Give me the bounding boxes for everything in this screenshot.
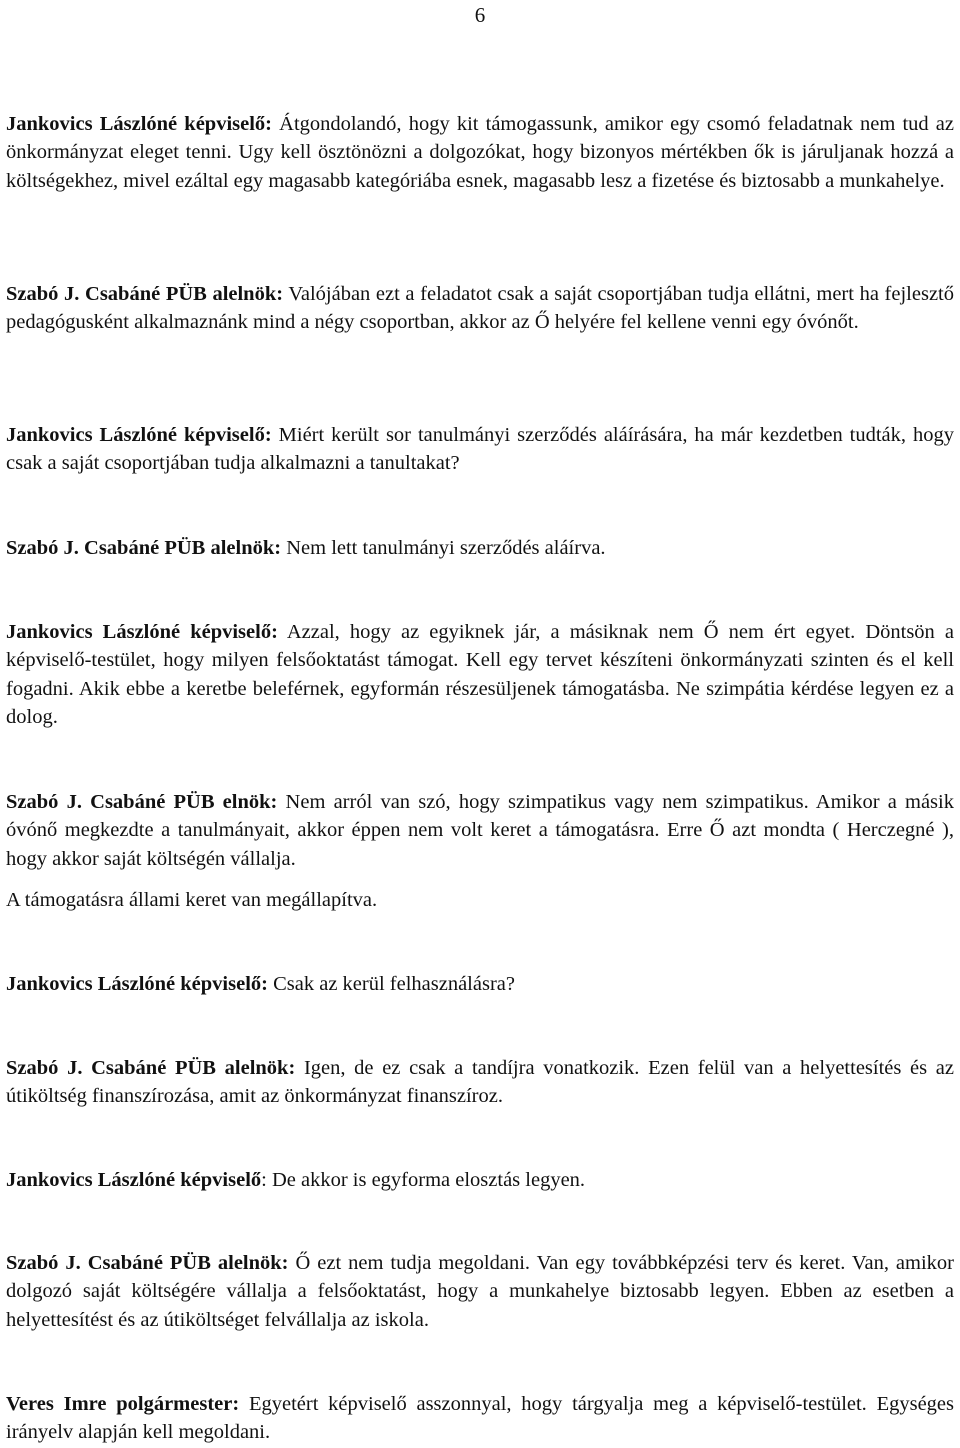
speaker-name: Szabó J. Csabáné PÜB alelnök: [6, 537, 282, 559]
paragraph-8 [6, 970, 954, 998]
paragraph-3 [6, 421, 954, 478]
paragraph-text: Valójában ezt a feladatot csak a saját csoportjában tudja ellátni, mert ha fejlesztő pedagógusként alkalmaznánk mind a négy csoportban, akkor az Ő helyére fel kellene venni egy óvónőt. [6, 283, 954, 334]
paragraph-text: Nem lett tanulmányi szerződés aláírva. [281, 537, 606, 559]
speaker-name: Jankovics Lászlóné képviselő [6, 1169, 262, 1191]
paragraph-11 [6, 1249, 954, 1334]
paragraph-text: : De akkor is egyforma elosztás legyen. [261, 1169, 586, 1191]
paragraph-text: A támogatásra állami keret van megállapítva. [6, 889, 378, 911]
paragraph-text: Nem arról van szó, hogy szimpatikus vagy nem szimpatikus. Amikor a másik óvónő megkezdte a tanulmányait, akkor éppen nem volt keret a támogatásra. Erre Ő azt mondta ( Herczegné ), hogy akkor saját költségén vállalja. [6, 791, 954, 870]
speaker-name: Veres Imre polgármester: [6, 1393, 240, 1415]
paragraph-text: Ő ezt nem tudja megoldani. Van egy továbbképzési terv és keret. Van, amikor dolgozó saját költségére vállalja a felsőoktatást, hogy a munkahelye biztosabb legyen. Ebben az esetben a helyettesítést és az útiköltséget felvállalja az iskola. [6, 1252, 954, 1331]
paragraph-4 [6, 534, 954, 562]
speaker-name: Jankovics Lászlóné képviselő: [6, 973, 268, 995]
speaker-name: Szabó J. Csabáné PÜB elnök: [6, 791, 278, 813]
paragraph-text: Azzal, hogy az egyiknek jár, a másiknak nem Ő nem ért egyet. Döntsön a képviselő-testület, hogy milyen felsőoktatást támogat. Kell egy tervet készíteni önkormányzati szinten és el kell fogadni. Akik ebbe a keretbe beleférnek, egyformán részesüljenek támogatásba. Ne szimpátia kérdése legyen ez a dolog. [6, 621, 954, 728]
paragraph-6 [6, 788, 954, 873]
paragraph-text: Átgondolandó, hogy kit támogassunk, amikor egy csomó feladatnak nem tud az önkormányzat eleget tenni. Ugy kell ösztönözni a dolgozókat, hogy bizonyos mértékben ők is járuljanak hozzá a költségekhez, mivel ezáltal egy magasabb kategóriába esnek, magasabb lesz a fizetése és biztosabb a munkahelye. [6, 113, 955, 192]
paragraph-7 [6, 886, 954, 914]
paragraph-5 [6, 618, 954, 731]
speaker-name: Szabó J. Csabáné PÜB alelnök: [6, 283, 284, 305]
paragraph-1 [6, 110, 954, 195]
speaker-name: Jankovics Lászlóné képviselő: [6, 113, 272, 135]
paragraph-text: Miért került sor tanulmányi szerződés aláírására, ha már kezdetben tudták, hogy csak a saját csoportjában tudja alkalmazni a tanultakat? [6, 424, 954, 475]
speaker-name: Jankovics Lászlóné képviselő: [6, 424, 272, 446]
paragraph-2 [6, 280, 954, 337]
page-number: 6 [474, 3, 486, 27]
paragraph-text: Igen, de ez csak a tandíjra vonatkozik. Ezen felül van a helyettesítés és az útiköltség finanszírozása, amit az önkormányzat finanszíroz. [6, 1057, 954, 1108]
paragraph-text: Egyetért képviselő asszonnyal, hogy tárgyalja meg a képviselő-testület. Egységes irányelv alapján kell megoldani. [6, 1393, 954, 1444]
speaker-name: Szabó J. Csabáné PÜB alelnök: [6, 1252, 289, 1274]
paragraph-9 [6, 1054, 954, 1111]
paragraph-text: Csak az kerül felhasználásra? [267, 973, 515, 995]
paragraph-10 [6, 1166, 954, 1194]
paragraph-12 [6, 1390, 954, 1447]
speaker-name: Jankovics Lászlóné képviselő: [6, 621, 278, 643]
speaker-name: Szabó J. Csabáné PÜB alelnök: [6, 1057, 296, 1079]
